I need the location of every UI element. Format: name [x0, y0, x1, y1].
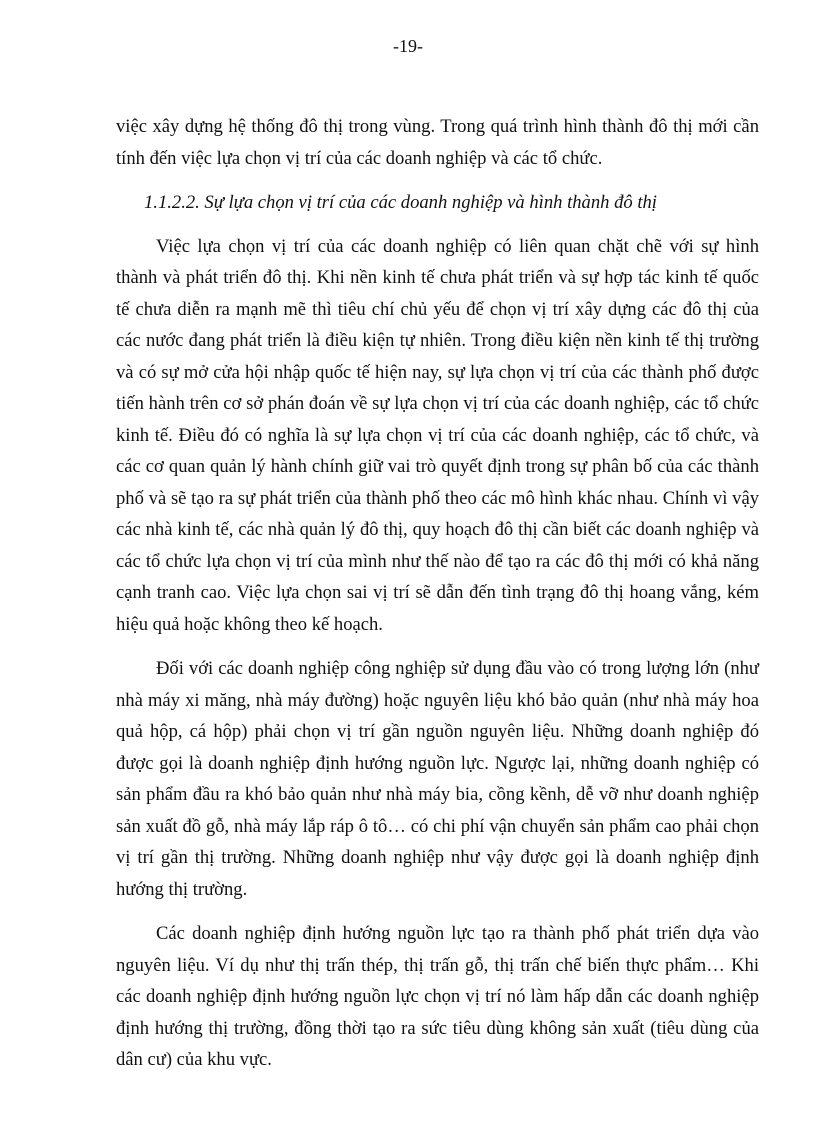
paragraph-continuation: việc xây dựng hệ thống đô thị trong vùng. Trong quá trình hình thành đô thị mới cần tính đến việc lựa chọn vị trí của các doanh nghiệp và các tổ chức. [116, 116, 759, 169]
page-number: -19- [393, 36, 423, 56]
paragraph-site-selection: Việc lựa chọn vị trí của các doanh nghiệp có liên quan chặt chẽ với sự hình thành và phát triển đô thị. Khi nền kinh tế chưa phát triển và sự hợp tác kinh tế quốc tế chưa diễn ra mạnh mẽ thì tiêu chí chủ yếu để chọn vị trí xây dựng các đô thị của các nước đang phát triển là điều kiện tự nhiên. Trong điều kiện nền kinh tế thị trường và có sự mở cửa hội nhập quốc tế hiện nay, sự lựa chọn vị trí của các thành phố được tiến hành trên cơ sở phán đoán về sự lựa chọn vị trí của các doanh nghiệp, các tổ chức kinh tế. Điều đó có nghĩa là sự lựa chọn vị trí của các doanh nghiệp, các tổ chức, và các cơ quan quản lý hành chính giữ vai trò quyết định trong sự phân bố của các thành phố và sẽ tạo ra sự phát triển của thành phố theo các mô hình khác nhau. Chính vì vậy các nhà kinh tế, các nhà quản lý đô thị, quy hoạch đô thị cần biết các doanh nghiệp và các tổ chức lựa chọn vị trí của mình như thế nào để tạo ra các đô thị mới có khả năng cạnh tranh cao. Việc lựa chọn sai vị trí sẽ dẫn đến tình trạng đô thị hoang vắng, kém hiệu quả hoặc không theo kế hoạch. [116, 235, 759, 635]
section-heading: 1.1.2.2. Sự lựa chọn vị trí của các doanh nghiệp và hình thành đô thị [144, 192, 657, 213]
paragraph-industrial-enterprises: Đối với các doanh nghiệp công nghiệp sử dụng đầu vào có trong lượng lớn (như nhà máy xi măng, nhà máy đường) hoặc nguyên liệu khó bảo quản (như nhà máy hoa quả hộp, cá hộp) phải chọn vị trí gần nguồn nguyên liệu. Những doanh nghiệp đó được gọi là doanh nghiệp định hướng nguồn lực. Ngược lại, những doanh nghiệp có sản phẩm đầu ra khó bảo quản như nhà máy bia, cồng kềnh, dễ vỡ như doanh nghiệp sản xuất đồ gỗ, nhà máy lắp ráp ô tô… có chi phí vận chuyển sản phẩm cao phải chọn vị trí gần thị trường. Những doanh nghiệp như vậy được gọi là doanh nghiệp định hướng thị trường. [116, 658, 759, 900]
body-text [116, 111, 759, 1089]
paragraph-resource-oriented: Các doanh nghiệp định hướng nguồn lực tạo ra thành phố phát triển dựa vào nguyên liệu. Ví dụ như thị trấn thép, thị trấn gỗ, thị trấn chế biến thực phẩm… Khi các doanh nghiệp định hướng nguồn lực chọn vị trí nó làm hấp dẫn các doanh nghiệp định hướng thị trường, đồng thời tạo ra sức tiêu dùng không sản xuất (tiêu dùng của dân cư) của khu vực. [116, 923, 759, 1070]
